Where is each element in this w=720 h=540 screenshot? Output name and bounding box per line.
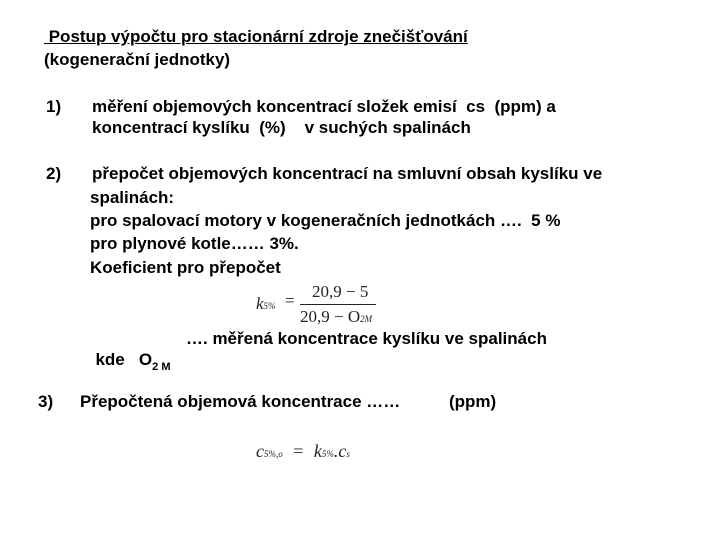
title-line-1: Postup výpočtu pro stacionární zdroje znečišťování — [44, 27, 468, 46]
where-text: …. měřená koncentrace kyslíku ve spalinách — [186, 329, 547, 348]
c-formula — [256, 441, 350, 462]
step1-number: 1) — [46, 97, 62, 116]
where-label — [86, 328, 170, 378]
c-subscript: 5%,o — [264, 449, 283, 459]
step2-number: 2) — [46, 164, 62, 183]
k5-denominator — [300, 307, 372, 327]
step1-line-1: měření objemových koncentrací složek emisí cs (ppm) a — [92, 97, 556, 116]
step2-line-1: přepočet objemových koncentrací na smluvní obsah kyslíku ve — [92, 164, 603, 183]
c-k-subscript: 5% — [321, 449, 334, 459]
step3-unit: (ppm) — [449, 392, 497, 411]
where-o2: kde O — [95, 350, 153, 369]
step2-line-2: spalinách: — [90, 188, 175, 207]
k5-lhs — [256, 294, 276, 314]
c-symbol: c — [256, 441, 264, 461]
k5-numerator: 20,9 − 5 — [312, 282, 369, 301]
step2-line-5: Koeficient pro přepočet — [90, 258, 281, 277]
step3-number: 3) — [38, 392, 54, 411]
k5-subscript: 5% — [263, 301, 276, 311]
k5-denominator-subscript: 2M — [360, 314, 373, 324]
k5-denominator-base: 20,9 − O — [300, 307, 361, 326]
c-cs-subscript: s — [346, 449, 350, 459]
c-equals: = — [293, 441, 304, 461]
c-cs-symbol: .c — [333, 441, 347, 461]
step3-text: Přepočtená objemová koncentrace …… — [80, 392, 401, 411]
step2-line-4: pro plynové kotle…… 3%. — [90, 234, 299, 253]
title-line-2: (kogenerační jednotky) — [44, 50, 231, 69]
step2-line-3: pro spalovací motory v kogeneračních jednotkách …. 5 % — [90, 211, 561, 230]
k5-equals: = — [285, 291, 295, 310]
k5-symbol: k — [256, 294, 264, 313]
c-k-symbol: k — [313, 441, 322, 461]
step1-line-2: koncentrací kyslíku (%) v suchých spalinách — [92, 118, 471, 137]
where-subscript: 2 M — [152, 361, 171, 373]
